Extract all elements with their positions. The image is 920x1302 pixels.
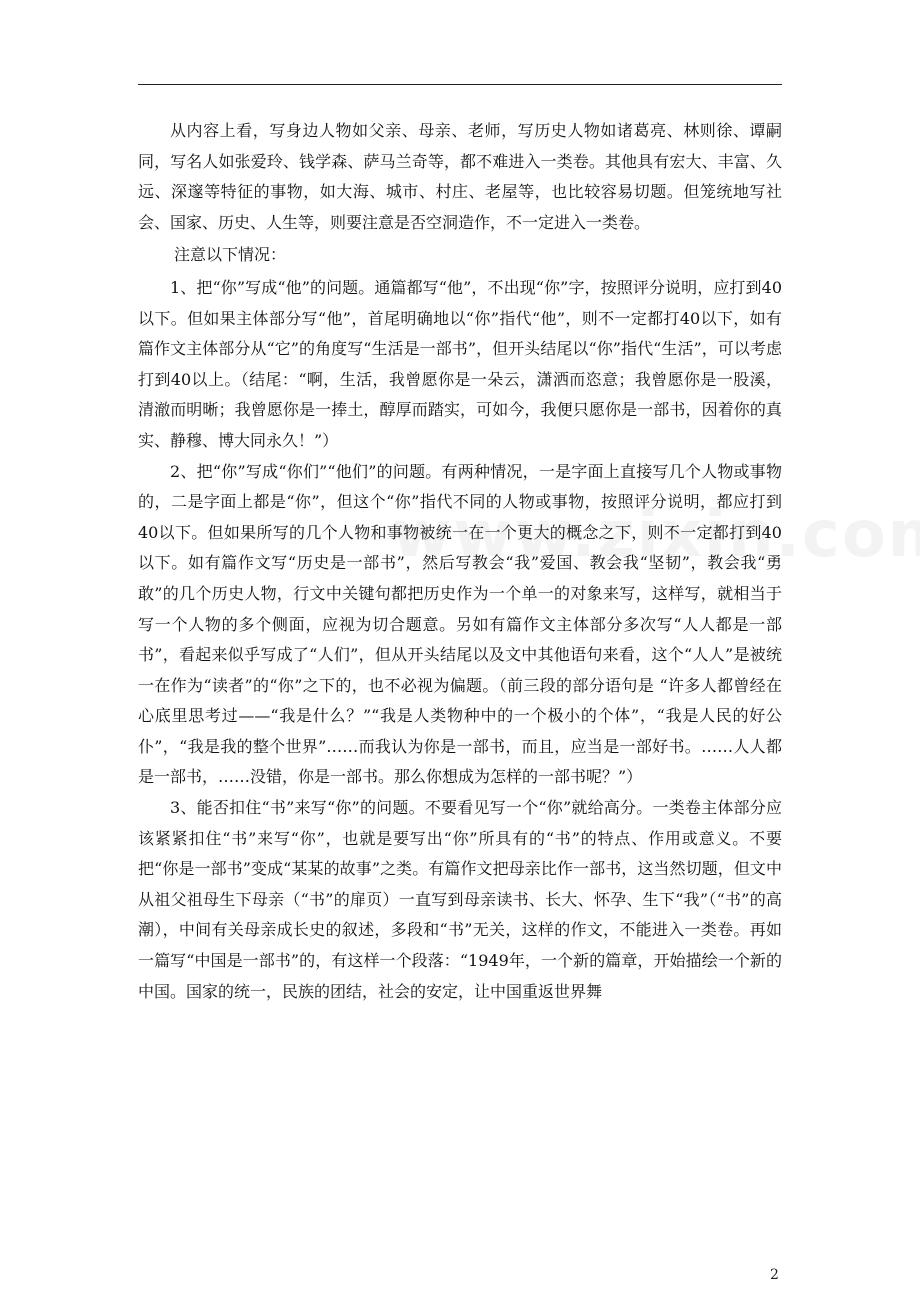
- header-rule: [138, 84, 782, 85]
- paragraph-case-2: 2、把“你”写成“你们”“他们”的问题。有两种情况，一是字面上直接写几个人物或事物的，二是字面上都是“你”，但这个“你”指代不同的人物或事物，按照评分说明，都应打到40以下。但如果所写的几个人物和事物被统一在一个更大的概念之下，则不一定都打到40以下。如有篇作文写“历史是一部书”，然后写教会“我”爱国、教会我“坚韧”，教会我“勇敢”的几个历史人物，行文中关键句都把历史作为一个单一的对象来写，这样写，就相当于写一个人物的多个侧面，应视为切合题意。另如有篇作文主体部分多次写“人人都是一部书”，看起来似乎写成了“人们”，但从开头结尾以及文中其他语句来看，这个“人人”是被统一在作为“读者”的“你”之下的，也不必视为偏题。（前三段的部分语句是 “许多人都曾经在心底里思考过——“我是什么？”“我是人类物种中的一个极小的个体”，“我是人民的好公仆”，“我是我的整个世界”……而我认为你是一部书，而且，应当是一部好书。……人人都是一部书，……没错，你是一部书。那么你想成为怎样的一部书呢？”）: [138, 461, 782, 787]
- paragraph-content-scope: 从内容上看，写身边人物如父亲、母亲、老师，写历史人物如诸葛亮、林则徐、谭嗣同，写名人如张爱玲、钱学森、萨马兰奇等，都不难进入一类卷。其他具有宏大、丰富、久远、深邃等特征的事物，如大海、城市、村庄、老屋等，也比较容易切题。但笼统地写社会、国家、历史、人生等，则要注意是否空洞造作，不一定进入一类卷。: [138, 121, 782, 232]
- page-number: 2: [770, 1267, 779, 1283]
- paragraph-case-1: 1、把“你”写成“他”的问题。通篇都写“他”，不出现“你”字，按照评分说明，应打到40以下。但如果主体部分写“他”，首尾明确地以“你”指代“他”，则不一定都打40以下，如有篇作文主体部分从“它”的角度写“生活是一部书”，但开头结尾以“你”指代“生活”，可以考虑打到40以上。（结尾：“啊，生活，我曾愿你是一朵云，潇洒而恣意；我曾愿你是一股溪，清澈而明晰；我曾愿你是一捧土，醇厚而踏实，可如今，我便只愿你是一部书，因着你的真实、静穆、博大同永久！”）: [138, 277, 782, 450]
- paragraph-notice-heading: 注意以下情况：: [174, 245, 287, 265]
- document-body: [138, 116, 782, 1007]
- paragraph-case-3: 3、能否扣住“书”来写“你”的问题。不要看见写一个“你”就给高分。一类卷主体部分应该紧紧扣住“书”来写“你”，也就是要写出“你”所具有的“书”的特点、作用或意义。不要把“你是一部书”变成“某某的故事”之类。有篇作文把母亲比作一部书，这当然切题，但文中从祖父祖母生下母亲（“书”的扉页）一直写到母亲读书、长大、怀孕、生下“我”（“书”的高潮），中间有关母亲成长史的叙述，多段和“书”无关，这样的作文，不能进入一类卷。再如一篇写“中国是一部书”的，有这样一个段落：“1949年，一个新的篇章，开始描绘一个新的中国。国家的统一，民族的团结，社会的安定，让中国重返世界舞: [138, 798, 782, 1001]
